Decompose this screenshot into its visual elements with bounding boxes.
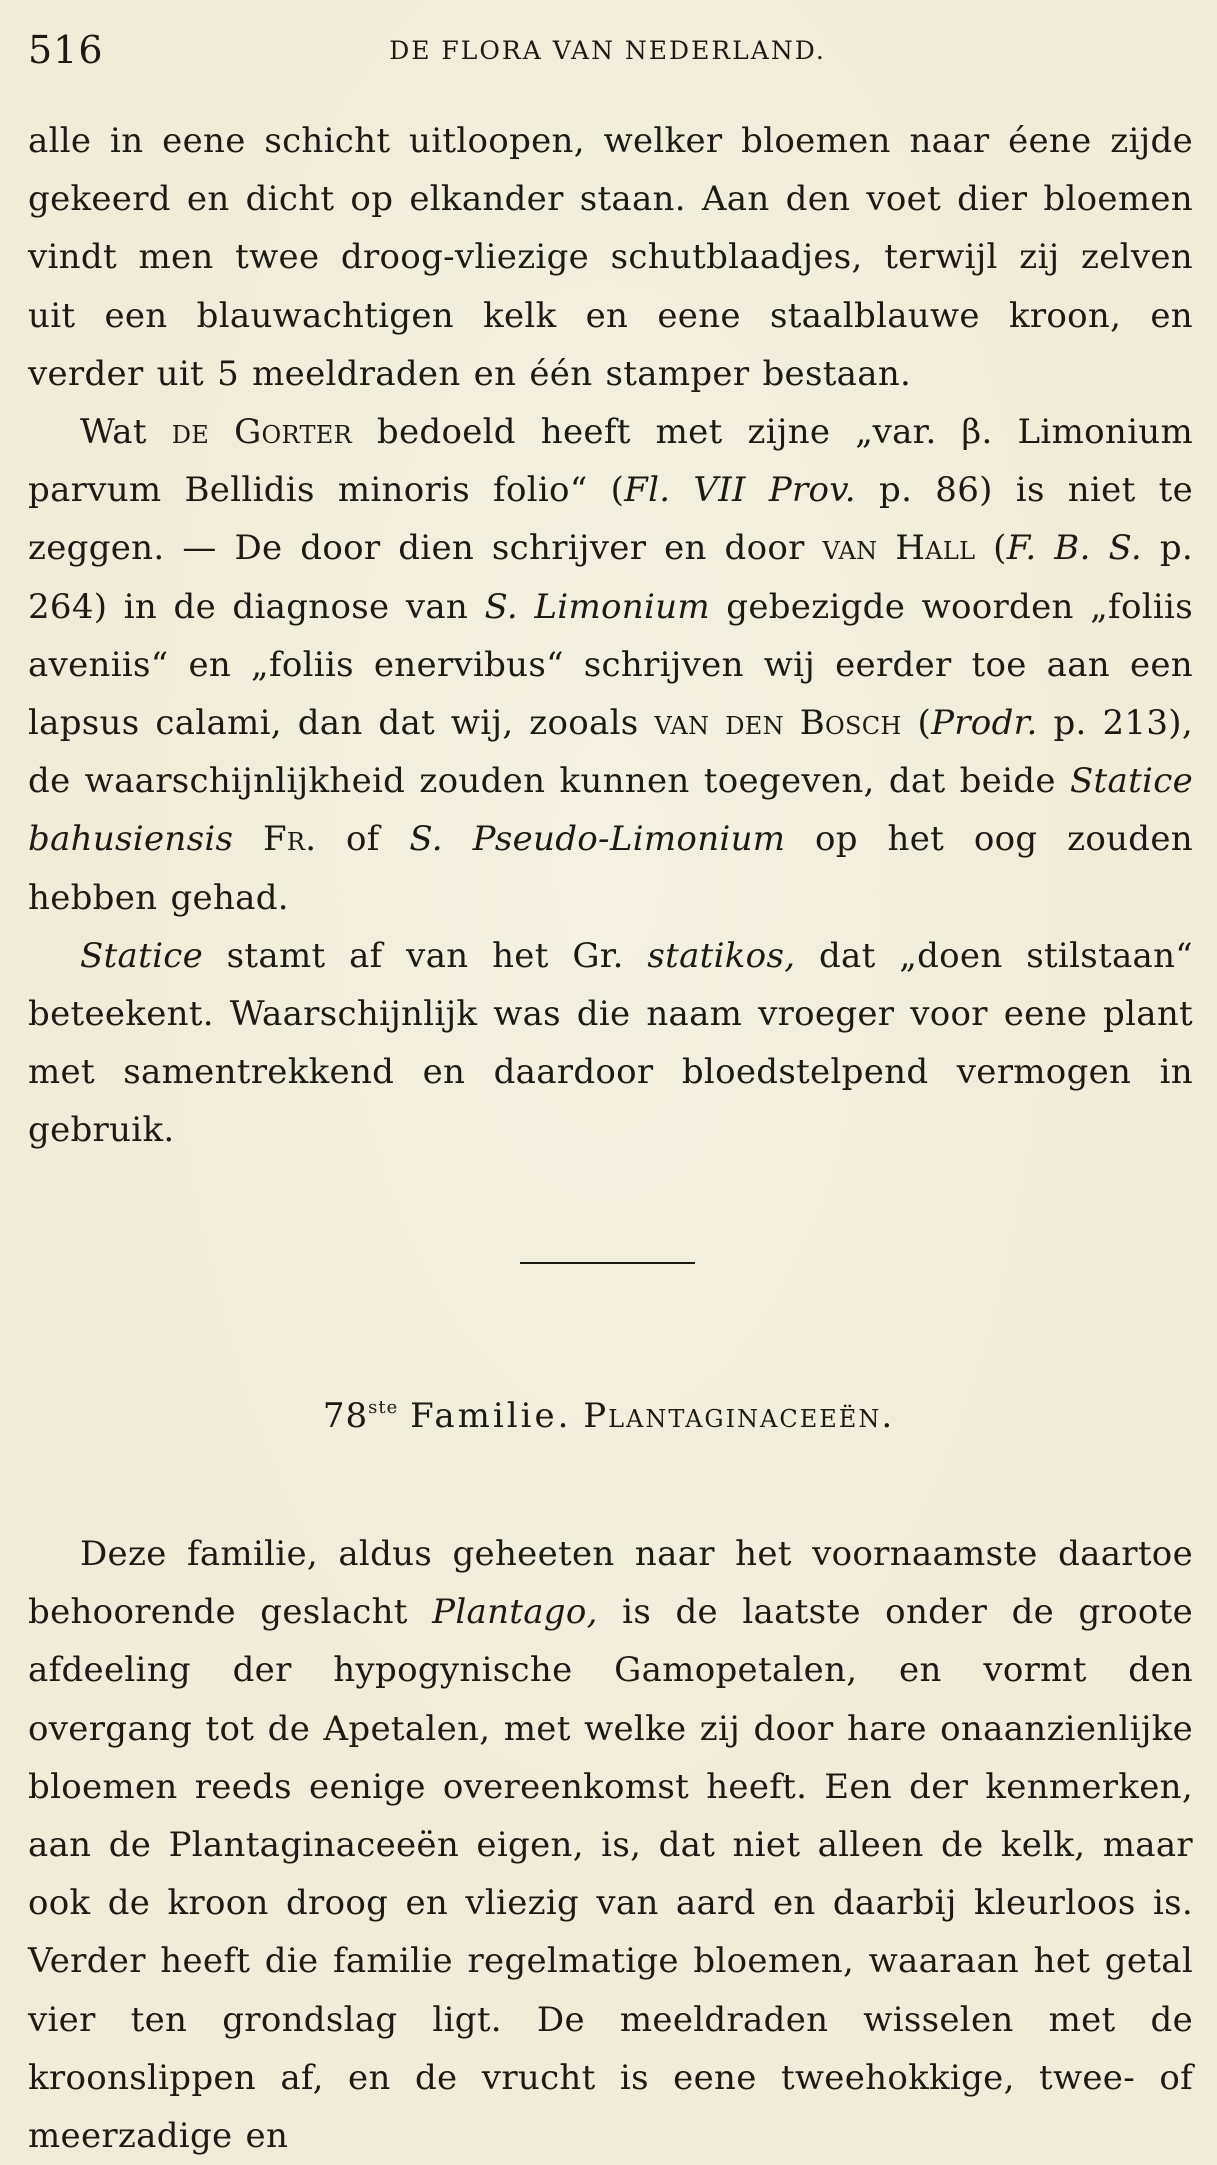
species-name: S. Limonium bbox=[484, 586, 710, 627]
family-number: 78 bbox=[322, 1396, 369, 1436]
author-name: de Gorter bbox=[171, 412, 352, 453]
author-name: van Hall bbox=[822, 528, 976, 569]
species-name: Statice bahusiensis bbox=[28, 761, 1193, 860]
paragraph-text: alle in eene schicht uitloopen, welker bloemen naar éene zijde gekeerd en dicht op elkander staan. Aan den voet dier bloemen vindt men twee droog-vliezige schutblaadjes, terwijl zij zelven uit een blauwachtigen kelk en eene staalblauwe kroon, en verder uit 5 meeldraden en één stamper bestaan. bbox=[28, 121, 1193, 394]
genus-name: Statice bbox=[80, 935, 204, 976]
running-title: DE FLORA VAN NEDERLAND. bbox=[389, 36, 826, 65]
family-heading bbox=[0, 1396, 1217, 1436]
text-run: p. 86) is niet te zeggen. — De door dien schrijver en door bbox=[28, 470, 1194, 569]
author-name: van den Bosch bbox=[654, 703, 902, 744]
text-run: Deze familie, aldus geheeten naar het voornaamste daartoe behoorende geslacht bbox=[28, 1534, 1193, 1633]
page-header bbox=[28, 18, 1187, 78]
text-run: stamt af van het Gr. bbox=[203, 935, 648, 976]
text-run: ( bbox=[901, 703, 932, 744]
family-label: Familie. bbox=[410, 1396, 572, 1436]
text-run: bedoeld heeft met zijne „var. β. Limonium parvum Bellidis minoris folio“ ( bbox=[28, 412, 1193, 511]
family-name: Plantaginaceeën. bbox=[583, 1396, 895, 1436]
text-run: Wat bbox=[80, 412, 172, 453]
lower-text-block bbox=[28, 1525, 1193, 2165]
text-run: of bbox=[316, 819, 410, 860]
author-abbreviation: Fr. bbox=[262, 819, 317, 860]
paragraph-etymology bbox=[28, 927, 1193, 1160]
citation-title: Fl. VII Prov. bbox=[624, 470, 856, 511]
text-run: p. 213), de waarschijnlijkheid zouden kunnen toegeven, dat beide bbox=[28, 703, 1193, 802]
text-run: is de laatste onder de groote afdeeling der hypogynische Gamopetalen, en vormt den overgang tot de Apetalen, met welke zij door hare onaanzienlijke bloemen reeds eenige overeenkomst heeft. Een der kenmerken, aan de Plantaginaceeën eigen, is, dat niet alleen de kelk, maar ook de kroon droog en vliezig van aard en daarbij kleurloos is. Verder heeft die familie regelmatige bloemen, waaraan het getal vier ten grondslag ligt. De meeldraden wisselen met de kroonslippen af, en de vrucht is eene tweehokkige, twee- of meerzadige en bbox=[28, 1592, 1193, 2157]
section-divider bbox=[520, 1262, 695, 1264]
paragraph-statice-description bbox=[28, 112, 1193, 403]
text-run: op het oog zouden hebben gehad. bbox=[28, 819, 1193, 918]
species-name: S. Pseudo-Limonium bbox=[409, 819, 786, 860]
greek-word: statikos, bbox=[647, 935, 796, 976]
paragraph-de-gorter bbox=[28, 403, 1193, 927]
upper-text-block bbox=[28, 112, 1193, 1160]
page-number: 516 bbox=[28, 28, 104, 72]
family-number-suffix: ste bbox=[368, 1397, 399, 1418]
paragraph-plantaginaceae bbox=[28, 1525, 1193, 2165]
citation-title: F. B. S. bbox=[1006, 528, 1142, 569]
text-run: ( bbox=[975, 528, 1007, 569]
text-run bbox=[233, 819, 263, 859]
text-run: dat „doen stilstaan“ beteekent. Waarschijnlijk was die naam vroeger voor eene plant met samentrekkend en daardoor bloedstelpend vermogen in gebruik. bbox=[28, 935, 1193, 1151]
text-run: p. 264) in de diagnose van bbox=[28, 528, 1193, 627]
citation-title: Prodr. bbox=[931, 703, 1038, 744]
genus-name: Plantago, bbox=[432, 1592, 598, 1633]
text-run: gebezigde woorden „foliis aveniis“ en „foliis enervibus“ schrijven wij eerder toe aan een lapsus calami, dan dat wij, zooals bbox=[28, 586, 1193, 744]
